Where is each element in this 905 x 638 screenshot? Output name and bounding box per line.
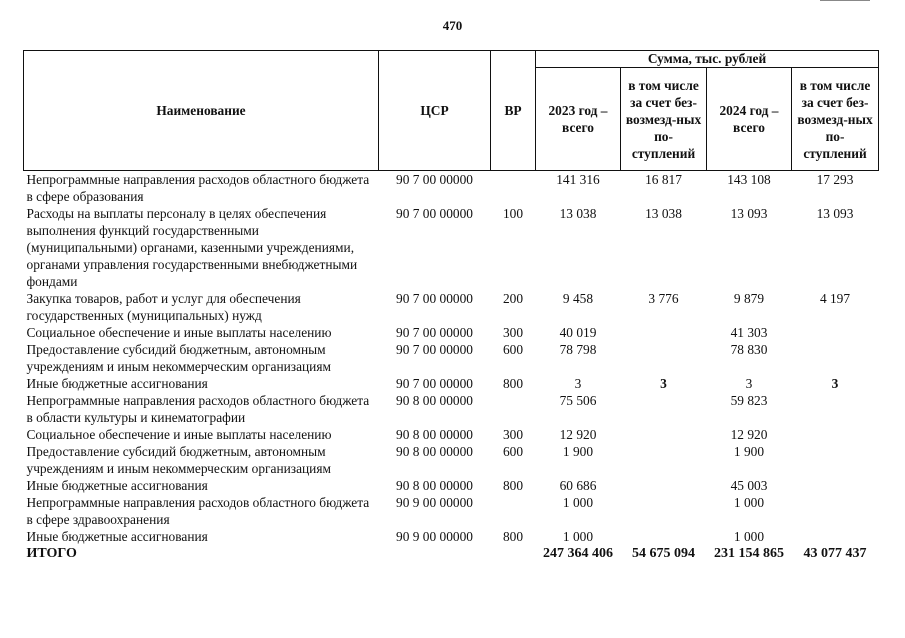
row-csr: 90 7 00 00000: [396, 172, 473, 187]
row-2024-free: 13 093: [816, 206, 854, 221]
row-2024-total: 9 879: [733, 291, 765, 306]
row-2024-total: 1 000: [733, 495, 765, 510]
row-name: Непрограммные направления расходов областного бюджета в сфере здравоохранения: [26, 495, 370, 527]
row-name: Расходы на выплаты персоналу в целях обеспечения выполнения функций государственными (муниципальными) органами, казенными учреждениями, органами управления государственными внебюджетными фондами: [26, 206, 358, 289]
row-2023-total: 75 506: [559, 393, 597, 408]
total-2024-free: 43 077 437: [803, 546, 867, 561]
table-row: [24, 290, 879, 324]
row-2023-free: [621, 494, 707, 528]
row-csr: 90 8 00 00000: [396, 393, 473, 408]
row-2024-free: [792, 341, 879, 375]
row-2024-total: 3: [745, 376, 753, 391]
row-name: Социальное обеспечение и иные выплаты населению: [26, 325, 332, 340]
total-2023-total: 247 364 406: [543, 546, 613, 561]
row-2023-free: [621, 426, 707, 443]
row-2023-total: 78 798: [559, 342, 597, 357]
page-number: 470: [442, 18, 463, 33]
table-row: [24, 375, 879, 392]
row-csr: 90 8 00 00000: [396, 444, 473, 459]
row-name: Закупка товаров, работ и услуг для обеспечения государственных (муниципальных) нужд: [26, 291, 301, 323]
table-row: [24, 324, 879, 341]
row-csr: 90 9 00 00000: [396, 495, 473, 510]
top-rule: [820, 0, 870, 1]
row-name: Предоставление субсидий бюджетным, автономным учреждениям и иным некоммерческим организациям: [26, 444, 331, 476]
row-2024-total: 13 093: [730, 206, 768, 221]
header-name: Наименование: [24, 51, 379, 171]
row-2024-total: 45 003: [730, 478, 768, 493]
row-2023-total: 1 000: [562, 495, 594, 510]
total-row: [24, 545, 879, 562]
row-vr: 800: [502, 529, 524, 544]
total-label: ИТОГО: [26, 546, 77, 561]
row-vr: [491, 494, 536, 528]
table-row: [24, 392, 879, 426]
table-row: [24, 205, 879, 290]
row-2023-free: [621, 392, 707, 426]
row-2024-total: 1 000: [733, 529, 765, 544]
row-2023-total: 1 900: [562, 444, 594, 459]
row-2024-free: [792, 528, 879, 545]
row-csr: 90 7 00 00000: [396, 206, 473, 221]
row-2023-total: 9 458: [562, 291, 594, 306]
row-2024-free: [792, 426, 879, 443]
total-csr: [379, 545, 491, 562]
row-name: Предоставление субсидий бюджетным, автономным учреждениям и иным некоммерческим организациям: [26, 342, 331, 374]
row-name: Непрограммные направления расходов областного бюджета в области культуры и кинематографии: [26, 393, 370, 425]
header-csr: ЦСР: [379, 51, 491, 171]
row-2023-free: [621, 477, 707, 494]
table-row: [24, 426, 879, 443]
row-name: Социальное обеспечение и иные выплаты населению: [26, 427, 332, 442]
table-row: [24, 171, 879, 206]
table-row: [24, 341, 879, 375]
row-2024-total: 143 108: [727, 172, 771, 187]
row-2023-total: 13 038: [559, 206, 597, 221]
total-2023-free: 54 675 094: [632, 546, 695, 561]
row-2023-total: 60 686: [559, 478, 597, 493]
header-2023-total: 2023 год – всего: [536, 68, 621, 171]
row-vr: [491, 392, 536, 426]
row-vr: 600: [502, 342, 524, 357]
row-2023-free: 3: [660, 376, 667, 391]
row-2023-free: 13 038: [645, 206, 682, 221]
header-2024-total: 2024 год – всего: [707, 68, 792, 171]
row-2023-total: 141 316: [556, 172, 600, 187]
row-name: Иные бюджетные ассигнования: [26, 478, 208, 493]
row-vr: 800: [502, 376, 524, 391]
row-2023-free: [621, 443, 707, 477]
row-2023-free: 3 776: [648, 291, 679, 306]
row-2024-total: 59 823: [730, 393, 768, 408]
header-vr: ВР: [491, 51, 536, 171]
row-2024-free: 4 197: [819, 291, 851, 306]
row-vr: 200: [502, 291, 524, 306]
row-vr: 300: [502, 325, 524, 340]
row-2023-free: 16 817: [645, 172, 682, 187]
row-2024-free: [792, 324, 879, 341]
row-2023-total: 3: [574, 376, 582, 391]
row-2024-free: 3: [831, 376, 839, 391]
row-name: Непрограммные направления расходов областного бюджета в сфере образования: [26, 172, 370, 204]
row-csr: 90 9 00 00000: [396, 529, 473, 544]
row-2023-free: [621, 341, 707, 375]
row-csr: 90 7 00 00000: [396, 325, 473, 340]
row-2024-total: 41 303: [730, 325, 768, 340]
total-vr: [491, 545, 536, 562]
row-2023-free: [621, 324, 707, 341]
row-2023-total: 12 920: [559, 427, 597, 442]
row-csr: 90 7 00 00000: [396, 376, 473, 391]
budget-table: [23, 50, 879, 562]
row-2024-free: [792, 494, 879, 528]
row-2024-free: [792, 443, 879, 477]
row-csr: 90 8 00 00000: [396, 427, 473, 442]
row-csr: 90 7 00 00000: [396, 291, 473, 306]
row-csr: 90 8 00 00000: [396, 478, 473, 493]
row-2023-free: [621, 528, 707, 545]
table-row: [24, 443, 879, 477]
row-2024-total: 78 830: [730, 342, 768, 357]
row-csr: 90 7 00 00000: [396, 342, 473, 357]
row-vr: 600: [502, 444, 524, 459]
row-vr: 300: [502, 427, 524, 442]
table-row: [24, 477, 879, 494]
total-2024-total: 231 154 865: [714, 546, 784, 561]
row-2023-total: 1 000: [562, 529, 594, 544]
row-2024-free: 17 293: [816, 172, 854, 187]
row-2024-total: 1 900: [733, 444, 765, 459]
header-sum: Сумма, тыс. рублей: [536, 51, 879, 68]
table-row: [24, 528, 879, 545]
table-row: [24, 494, 879, 528]
row-2023-total: 40 019: [559, 325, 597, 340]
row-2024-free: [792, 477, 879, 494]
row-name: Иные бюджетные ассигнования: [26, 376, 208, 391]
row-vr: [491, 171, 536, 206]
header-2023-free: в том числе за счет без-возмезд-ных по-ступлений: [621, 68, 707, 171]
row-2024-total: 12 920: [730, 427, 768, 442]
row-name: Иные бюджетные ассигнования: [26, 529, 208, 544]
header-2024-free: в том числе за счет без-возмезд-ных по-ступлений: [792, 68, 879, 171]
row-2024-free: [792, 392, 879, 426]
row-vr: 100: [502, 206, 524, 221]
row-vr: 800: [502, 478, 524, 493]
